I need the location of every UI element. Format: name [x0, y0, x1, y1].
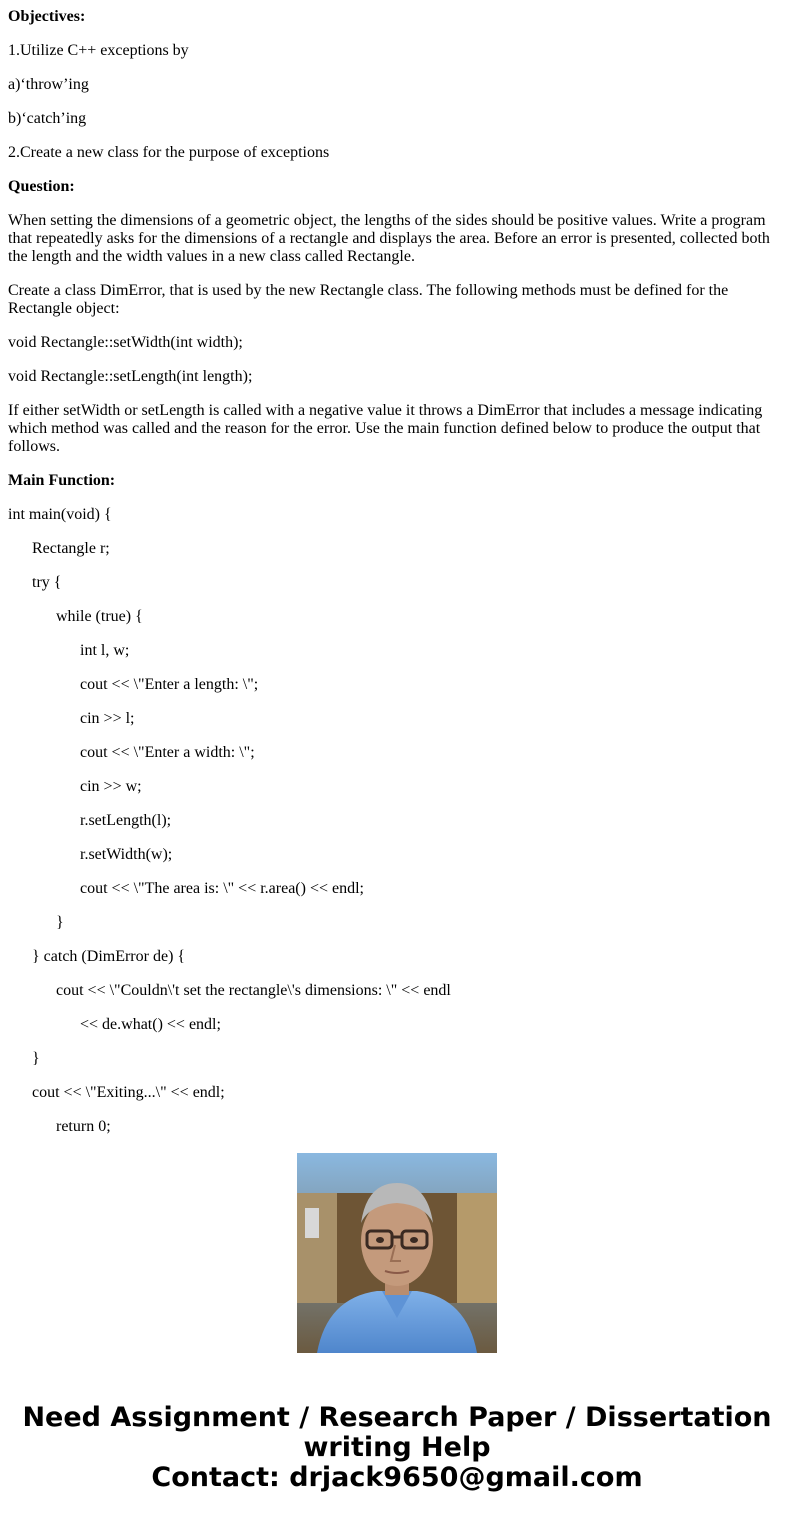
code-line: return 0;: [56, 1118, 111, 1135]
person-portrait: [297, 1153, 497, 1353]
promo-line-2: writing Help: [303, 1432, 491, 1463]
code-line: while (true) {: [56, 608, 143, 625]
promo-contact: Contact: drjack9650@gmail.com: [151, 1462, 643, 1493]
code-line: r.setLength(l);: [80, 812, 172, 829]
question-paragraph-2: Create a class DimError, that is used by the new Rectangle class. The following methods must be defined for the Rectangle object:: [8, 282, 729, 317]
objective-1: 1.Utilize C++ exceptions by: [8, 42, 189, 59]
promo-line-1: Need Assignment / Research Paper / Dissertation: [22, 1402, 772, 1433]
code-line: cout << \"Exiting...\" << endl;: [32, 1084, 225, 1101]
code-line: cout << \"Enter a width: \";: [80, 744, 255, 761]
objectives-heading: Objectives:: [8, 8, 86, 25]
code-line: } catch (DimError de) {: [32, 948, 186, 965]
code-line: int main(void) {: [8, 506, 112, 523]
question-paragraph-3: If either setWidth or setLength is called with a negative value it throws a DimError that includes a message indicating which method was called and the reason for the error. Use the main function defined below to produce the output that follows.: [8, 402, 763, 455]
author-photo: [297, 1153, 497, 1353]
method-set-length: void Rectangle::setLength(int length);: [8, 368, 253, 385]
code-line: cin >> l;: [80, 710, 135, 727]
method-set-width: void Rectangle::setWidth(int width);: [8, 334, 243, 351]
code-line: cout << \"The area is: \" << r.area() << endl;: [80, 880, 364, 897]
question-paragraph-1: When setting the dimensions of a geometric object, the lengths of the sides should be positive values. Write a program that repeatedly asks for the dimensions of a rectangle and displays the area. Before an error is presented, collected both the length and the width values in a new class called Rectangle.: [8, 212, 770, 265]
code-line: }: [32, 1050, 40, 1067]
code-line: Rectangle r;: [32, 540, 110, 557]
promo-banner: [0, 1403, 794, 1493]
objective-1b: b)‘catch’ing: [8, 110, 87, 127]
code-line: try {: [32, 574, 62, 591]
main-function-heading: Main Function:: [8, 472, 116, 489]
code-line: cin >> w;: [80, 778, 142, 795]
code-line: int l, w;: [80, 642, 130, 659]
code-line: }: [56, 914, 64, 931]
code-line: cout << \"Couldn\'t set the rectangle\'s dimensions: \" << endl: [56, 982, 451, 999]
code-line: r.setWidth(w);: [80, 846, 173, 863]
objective-1a: a)‘throw’ing: [8, 76, 89, 93]
code-line: cout << \"Enter a length: \";: [80, 676, 259, 693]
objective-2: 2.Create a new class for the purpose of exceptions: [8, 144, 330, 161]
code-line: << de.what() << endl;: [80, 1016, 221, 1033]
question-heading: Question:: [8, 178, 75, 195]
